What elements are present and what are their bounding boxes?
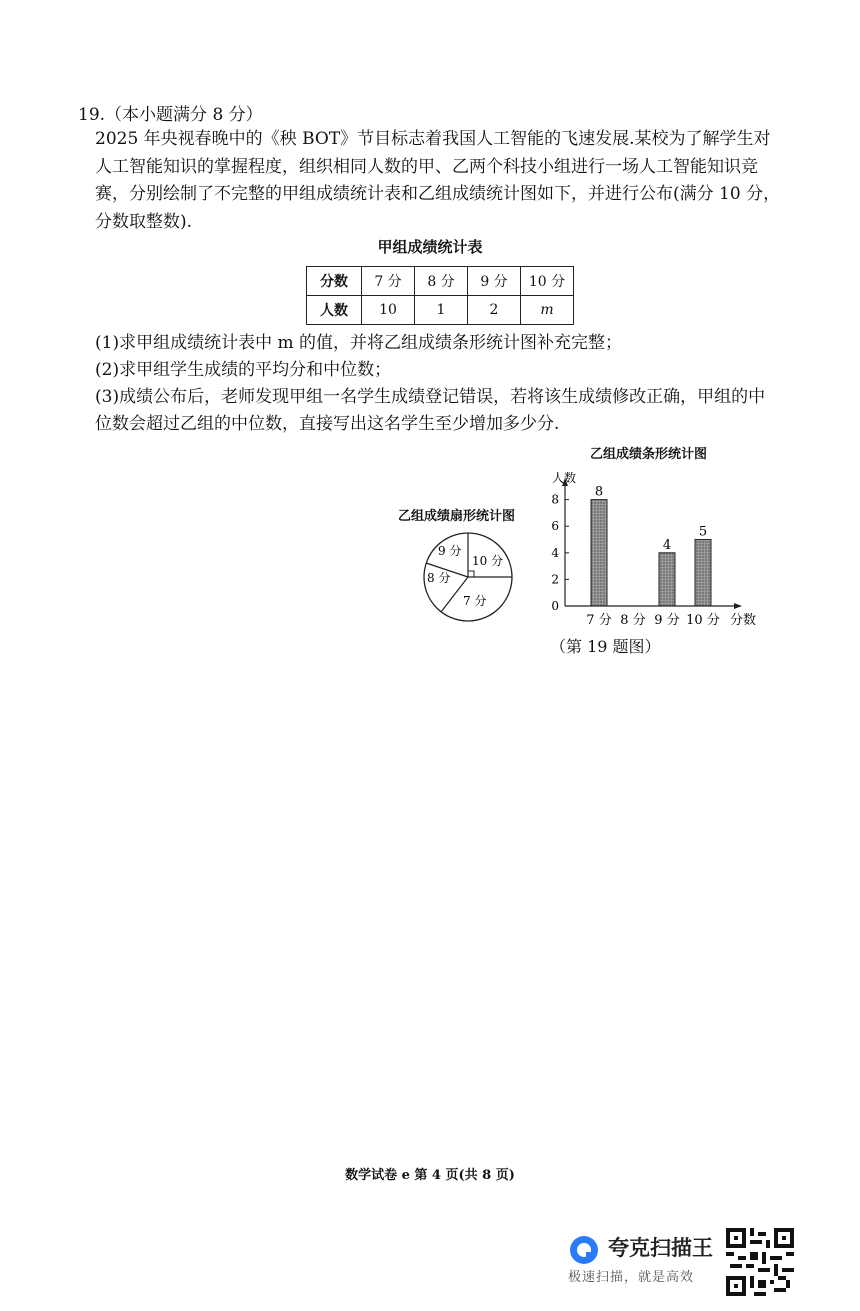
sub-question-2 bbox=[95, 357, 795, 384]
table-row-head: 分数 bbox=[307, 267, 362, 296]
table-cell: m bbox=[521, 296, 574, 325]
pie-chart bbox=[418, 530, 518, 630]
bar bbox=[695, 540, 711, 607]
question-number: 19.（本小题满分 8 分） bbox=[78, 105, 263, 125]
table-cell: 10 bbox=[362, 296, 415, 325]
y-tick-label: 6 bbox=[551, 519, 559, 534]
page-footer: 数学试卷 e 第 4 页(共 8 页) bbox=[345, 1168, 515, 1183]
table-title: 甲组成绩统计表 bbox=[377, 238, 483, 256]
intro-line: 人工智能知识的掌握程度，组织相同人数的甲、乙两个科技小组进行一场人工智能知识竞 bbox=[95, 156, 758, 177]
x-tick-label: 8 分 bbox=[620, 613, 646, 628]
qr-code-icon bbox=[726, 1228, 794, 1296]
bar-value-label: 5 bbox=[698, 524, 708, 540]
sub-question-text: (1)求甲组成绩统计表中 m 的值，并将乙组成绩条形统计图补充完整； bbox=[95, 333, 623, 353]
intro-line: 2025 年央视春晚中的《秧 BOT》节目标志着我国人工智能的飞速发展.某校为了解学生对 bbox=[95, 129, 771, 149]
sub-question-1 bbox=[95, 330, 795, 357]
figure-caption: （第 19 题图） bbox=[550, 637, 661, 656]
table-cell: 9 分 bbox=[468, 267, 521, 296]
scanner-logo-icon bbox=[568, 1234, 600, 1266]
intro-line: 分数取整数). bbox=[95, 211, 193, 232]
bar bbox=[591, 500, 607, 606]
x-tick-label: 7 分 bbox=[586, 613, 612, 628]
table-cell: 1 bbox=[415, 296, 468, 325]
scanner-brand-name: 夸克扫描王 bbox=[608, 1236, 713, 1260]
question-intro bbox=[95, 126, 785, 236]
scanner-tagline: 极速扫描，就是高效 bbox=[568, 1270, 695, 1285]
table-cell: 8 分 bbox=[415, 267, 468, 296]
score-table bbox=[306, 266, 574, 325]
y-tick-label: 0 bbox=[551, 599, 559, 613]
intro-line: 赛，分别绘制了不完整的甲组成绩统计表和乙组成绩统计图如下，并进行公布(满分 10 分， bbox=[95, 184, 781, 204]
x-axis-label: 分数 bbox=[730, 613, 757, 628]
pie-label: 9 分 bbox=[438, 544, 462, 558]
scanner-watermark bbox=[568, 1232, 718, 1292]
bar-chart bbox=[540, 466, 770, 630]
table-row bbox=[307, 296, 574, 325]
y-axis-label: 人数 bbox=[552, 471, 577, 485]
bar bbox=[659, 553, 675, 606]
y-tick-label: 2 bbox=[551, 572, 559, 587]
sub-question-text: (3)成绩公布后，老师发现甲组一名学生成绩登记错误，若将该生成绩修改正确，甲组的中 bbox=[95, 387, 766, 407]
y-tick-label: 8 bbox=[551, 492, 559, 507]
table-row-head: 人数 bbox=[307, 296, 362, 325]
table-cell: 10 分 bbox=[521, 267, 574, 296]
table-cell: 7 分 bbox=[362, 267, 415, 296]
sub-question-text: (2)求甲组学生成绩的平均分和中位数； bbox=[95, 360, 392, 380]
sub-question-text: 位数会超过乙组的中位数，直接写出这名学生至少增加多少分. bbox=[95, 414, 560, 434]
pie-label: 10 分 bbox=[472, 554, 504, 568]
x-tick-label: 9 分 bbox=[654, 613, 680, 628]
sub-question-3 bbox=[95, 384, 795, 438]
pie-chart-title: 乙组成绩扇形统计图 bbox=[398, 509, 516, 524]
bar-value-label: 8 bbox=[594, 484, 604, 500]
bar-chart-title: 乙组成绩条形统计图 bbox=[590, 447, 708, 462]
table-row bbox=[307, 267, 574, 296]
pie-label: 7 分 bbox=[463, 594, 487, 608]
bar-value-label: 4 bbox=[662, 537, 672, 553]
x-tick-label: 10 分 bbox=[686, 613, 720, 628]
x-axis-arrow bbox=[734, 603, 742, 609]
pie-label: 8 分 bbox=[427, 571, 451, 585]
table-cell: 2 bbox=[468, 296, 521, 325]
y-tick-label: 4 bbox=[551, 545, 559, 560]
